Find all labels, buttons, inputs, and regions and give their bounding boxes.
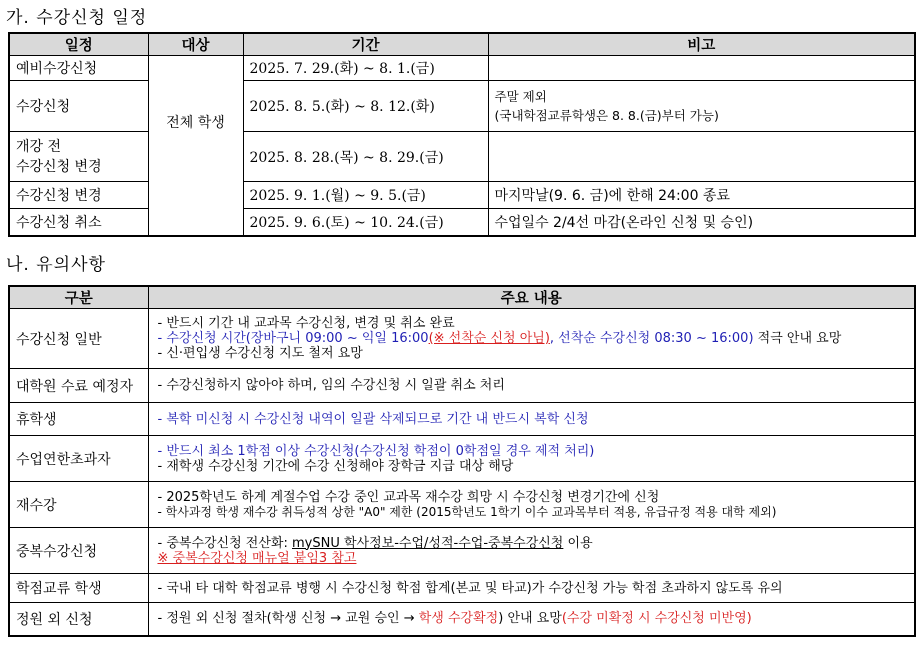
category-cell: 재수강 (9, 482, 148, 528)
category-cell: 휴학생 (9, 403, 148, 436)
section-b-title: 나. 유의사항 (6, 255, 106, 275)
content-line (158, 536, 909, 551)
content-fragment: 이용 (563, 535, 593, 551)
header-content: 주요 내용 (148, 286, 915, 309)
content-fragment: - 수강신청 시간(장바구니 09:00 ~ 익일 16:00 (157, 331, 429, 346)
content-fragment: , 선착순 수강신청 08:30 ~ 16:00) (549, 331, 754, 346)
content-cell (148, 482, 915, 528)
content-fragment: - 중복수강신청 전산화: (157, 535, 292, 551)
schedule-name (9, 132, 148, 182)
content-fragment: mySNU 학사정보-수업/성적-수업-중복수강신청 (292, 535, 564, 551)
schedule-row (9, 209, 915, 236)
content-cell: - 국내 타 대학 학점교류 병행 시 수강신청 학점 합계(본교 및 타교)가 수강신청 가능 학점 초과하지 않도록 유의 (148, 574, 915, 603)
note-line: (국내학점교류학생은 8. 8.(금)부터 가능) (494, 108, 719, 123)
period-cell: 2025. 9. 1.(월) ~ 9. 5.(금) (243, 182, 488, 209)
content-cell (148, 528, 915, 574)
notes-row (9, 574, 915, 603)
schedule-row (9, 81, 915, 132)
notes-row (9, 309, 915, 369)
content-cell (148, 436, 915, 482)
content-line: - 신·편입생 수강신청 지도 철저 요망 (157, 346, 363, 361)
section-a-title: 가. 수강신청 일정 (6, 8, 148, 28)
content-cell: - 수강신청하지 않아야 하며, 임의 수강신청 시 일괄 취소 처리 (148, 369, 915, 403)
schedule-name-line: 수강신청 변경 (16, 158, 102, 175)
schedule-name: 수강신청 취소 (9, 209, 148, 236)
period-cell: 2025. 8. 5.(화) ~ 8. 12.(화) (243, 81, 488, 132)
content-line: - 반드시 최소 1학점 이상 수강신청(수강신청 학점이 0학점일 경우 제적 처리) (157, 443, 595, 459)
category-cell: 중복수강신청 (9, 528, 148, 574)
notes-row (9, 482, 915, 528)
header-category: 구분 (9, 286, 148, 309)
notes-row (9, 436, 915, 482)
notes-row (9, 528, 915, 574)
content-fragment: (수강 미확정 시 수강신청 미반영) (561, 611, 752, 627)
note-cell (488, 56, 915, 81)
note-cell (488, 132, 915, 182)
content-cell (148, 603, 915, 636)
notes-row (9, 369, 915, 403)
notes-row (9, 403, 915, 436)
category-cell: 정원 외 신청 (9, 603, 148, 636)
period-cell: 2025. 7. 29.(화) ~ 8. 1.(금) (243, 56, 488, 81)
schedule-name-line: 개강 전 (16, 138, 62, 155)
note-cell (488, 81, 915, 132)
content-fragment: (※ 선착순 신청 아님) (428, 331, 550, 346)
schedule-header-row (9, 33, 915, 56)
category-cell: 대학원 수료 예정자 (9, 369, 148, 403)
content-fragment: ) 안내 요망 (498, 611, 562, 627)
category-cell: 수강신청 일반 (9, 309, 148, 369)
note-line: 주말 제외 (494, 89, 547, 104)
note-cell: 수업일수 2/4선 마감(온라인 신청 및 승인) (488, 209, 915, 236)
content-fragment: - 정원 외 신청 절차(학생 신청 → 교원 승인 → (157, 611, 419, 627)
category-cell: 학점교류 학생 (9, 574, 148, 603)
notes-header-row (9, 286, 915, 309)
note-cell: 마지막날(9. 6. 금)에 한해 24:00 종료 (488, 182, 915, 209)
period-cell: 2025. 8. 28.(목) ~ 8. 29.(금) (243, 132, 488, 182)
header-period: 기간 (243, 33, 488, 56)
schedule-row (9, 132, 915, 182)
content-cell: - 복학 미신청 시 수강신청 내역이 일괄 삭제되므로 기간 내 반드시 복학 신청 (148, 403, 915, 436)
content-line: - 재학생 수강신청 기간에 수강 신청해야 장학금 지급 대상 해당 (157, 458, 514, 474)
notes-table (8, 285, 916, 637)
content-line: - 학사과정 학생 재수강 취득성적 상한 "A0" 제한 (2015학년도 1학기 이수 교과목부터 적용, 유급규정 적용 대학 제외) (157, 504, 777, 519)
schedule-name: 수강신청 변경 (9, 182, 148, 209)
target-cell: 전체 학생 (148, 56, 243, 236)
header-note: 비고 (488, 33, 915, 56)
schedule-row (9, 182, 915, 209)
schedule-row (9, 56, 915, 81)
schedule-name: 수강신청 (9, 81, 148, 132)
category-cell: 수업연한초과자 (9, 436, 148, 482)
content-fragment: 학생 수강확정 (418, 611, 499, 627)
content-line: - 2025학년도 하계 계절수업 수강 중인 교과목 재수강 희망 시 수강신청 변경기간에 신청 (157, 489, 660, 505)
schedule-name: 예비수강신청 (9, 56, 148, 81)
content-line: ※ 중복수강신청 매뉴얼 붙임3 참고 (157, 550, 357, 566)
schedule-table (8, 32, 916, 237)
period-cell: 2025. 9. 6.(토) ~ 10. 24.(금) (243, 209, 488, 236)
header-target: 대상 (148, 33, 243, 56)
notes-row (9, 603, 915, 636)
content-cell (148, 309, 915, 369)
header-schedule: 일정 (9, 33, 148, 56)
content-line: - 반드시 기간 내 교과목 수강신청, 변경 및 취소 완료 (157, 316, 455, 331)
content-fragment: 적극 안내 요망 (753, 331, 842, 346)
content-line (158, 331, 909, 346)
